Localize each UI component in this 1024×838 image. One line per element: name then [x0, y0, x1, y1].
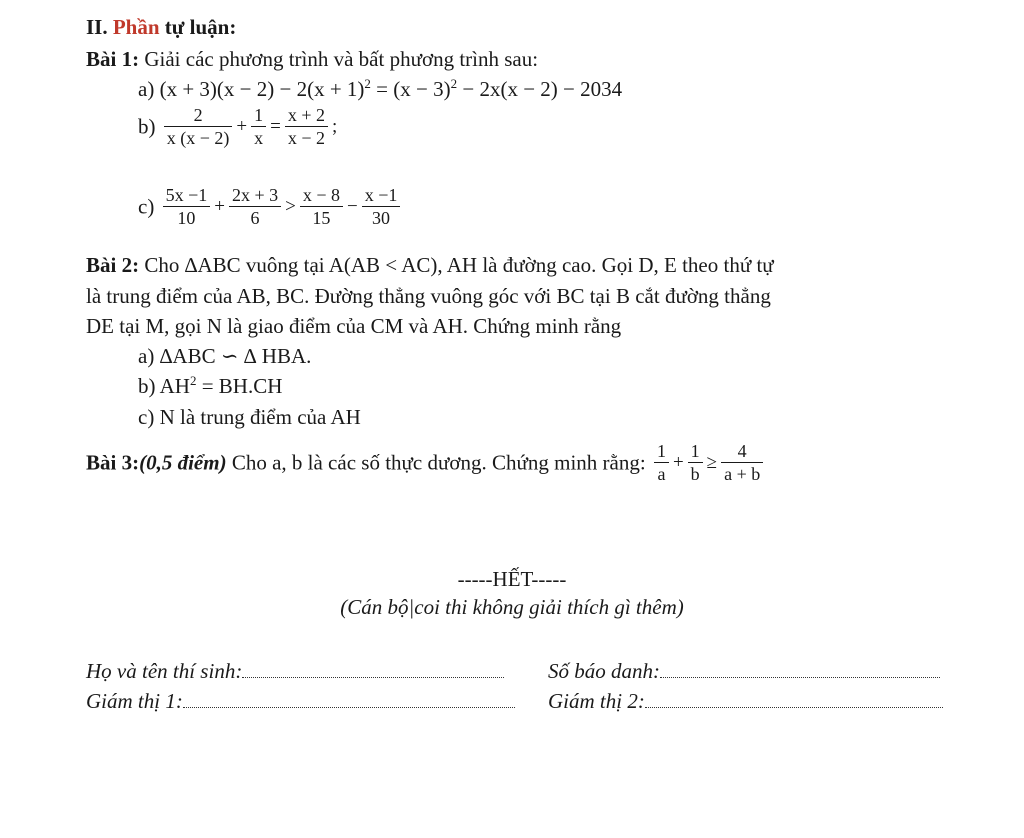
bai3-points: (0,5 điểm) — [139, 450, 227, 475]
bai1-c — [138, 184, 403, 229]
denominator: a — [657, 464, 666, 484]
numerator: 4 — [721, 440, 763, 463]
plus-operator: + — [214, 195, 225, 217]
proctor1-field — [86, 688, 515, 714]
numerator: 2 — [164, 104, 233, 127]
semicolon: ; — [331, 115, 338, 137]
bai2-b — [138, 373, 282, 399]
plus-operator: + — [236, 115, 248, 137]
numerator: x − 8 — [300, 184, 343, 207]
bai1-c-fraction-3 — [300, 184, 343, 229]
bai2-c — [138, 404, 361, 430]
denominator: 10 — [177, 208, 196, 228]
numerator: 1 — [654, 440, 669, 463]
denominator: a + b — [724, 464, 761, 484]
bai1-a-part2: = (x − 3) — [370, 77, 451, 101]
geq-operator: ≥ — [706, 451, 718, 473]
bai1-c-fraction-1 — [163, 184, 211, 229]
bai3-title: Bài 3: — [86, 450, 140, 475]
student-name-label: Họ và tên thí sinh: — [86, 659, 243, 683]
bai1-title: Bài 1: — [86, 47, 140, 71]
equals-operator: = — [270, 115, 281, 137]
bai1-a-part1: (x + 3)(x − 2) − 2(x + 1) — [159, 77, 365, 101]
bai1-c-label: c) — [138, 194, 155, 219]
bai2-title: Bài 2: — [86, 253, 140, 277]
bai2-b-post: = BH.CH — [196, 374, 283, 398]
bai2-c-text: N là trung điểm của AH — [159, 405, 361, 429]
bai1-c-fraction-4 — [362, 184, 401, 229]
bai1-b-fraction-3 — [285, 104, 328, 149]
numerator: 1 — [688, 440, 703, 463]
bai3 — [86, 440, 766, 485]
denominator: b — [690, 464, 700, 484]
bai3-text: Cho a, b là các số thực dương. Chứng minh rằng: — [231, 450, 646, 475]
bai1-a-exp2: 2 — [450, 76, 458, 91]
candidate-number-blank — [660, 661, 940, 678]
bai2-b-exp: 2 — [189, 373, 197, 388]
bai2-b-pre: AH — [159, 374, 190, 398]
bai2-c-label: c) — [138, 405, 155, 429]
numerator: x + 2 — [285, 104, 328, 127]
proctor2-field — [548, 688, 943, 714]
bai2-b-label: b) — [138, 374, 156, 398]
bai2-line-1-text: Cho ∆ABC vuông tại A(AB < AC), AH là đường cao. Gọi D, E theo thứ tự — [144, 253, 774, 277]
bai1-a — [138, 76, 622, 102]
candidate-number-label: Số báo danh: — [548, 659, 660, 683]
denominator: x − 2 — [287, 128, 325, 148]
bai2-line-1 — [86, 252, 774, 278]
denominator: 30 — [372, 208, 391, 228]
bai1-b-fraction-2 — [251, 104, 266, 149]
bai3-fraction-3 — [721, 440, 763, 485]
bai1-a-part3: − 2x(x − 2) − 2034 — [457, 77, 623, 101]
bai1-b-label: b) — [138, 114, 156, 139]
bai2-a-label: a) — [138, 344, 155, 368]
bai1-b — [138, 104, 338, 149]
section-rest: tự luận: — [164, 15, 237, 39]
bai1-c-fraction-2 — [229, 184, 281, 229]
denominator: x — [254, 128, 264, 148]
denominator: 15 — [312, 208, 331, 228]
numerator: 5x −1 — [163, 184, 211, 207]
proctor2-label: Giám thị 2: — [548, 689, 645, 713]
denominator: x (x − 2) — [166, 128, 230, 148]
bai1-a-label: a) — [138, 77, 155, 101]
candidate-number-field — [548, 658, 940, 684]
proctor-note: (Cán bộ|coi thi không giải thích gì thêm) — [340, 595, 684, 619]
proctor1-label: Giám thị 1: — [86, 689, 183, 713]
bai1-a-exp1: 2 — [364, 76, 371, 91]
numerator: 2x + 3 — [229, 184, 281, 207]
numerator: 1 — [251, 104, 266, 127]
bai1-b-fraction-1 — [164, 104, 233, 149]
bai2-a — [138, 343, 311, 369]
section-heading — [86, 14, 236, 40]
minus-operator: − — [346, 195, 358, 217]
section-number: II. — [86, 15, 108, 39]
bai2-a-text: ∆ABC ∽ ∆ HBA. — [159, 344, 312, 368]
numerator: x −1 — [362, 184, 401, 207]
student-name-field — [86, 658, 504, 684]
greater-than-operator: > — [285, 195, 296, 217]
bai3-fraction-2 — [688, 440, 703, 485]
bai1-intro-text: Giải các phương trình và bất phương trình sau: — [144, 47, 539, 71]
denominator: 6 — [250, 208, 260, 228]
student-name-blank — [242, 661, 504, 678]
plus-operator: + — [672, 451, 684, 473]
proctor1-blank — [183, 691, 515, 708]
end-marker: -----HẾT----- — [457, 567, 567, 591]
bai2-line-2: là trung điểm của AB, BC. Đường thẳng vuông góc với BC tại B cắt đường thẳng — [86, 284, 771, 308]
bai3-fraction-1 — [654, 440, 669, 485]
section-label: Phần — [112, 15, 160, 39]
bai2-line-3: DE tại M, gọi N là giao điểm của CM và AH. Chứng minh rằng — [86, 314, 622, 338]
bai1-intro — [86, 46, 538, 72]
proctor2-blank — [645, 691, 943, 708]
